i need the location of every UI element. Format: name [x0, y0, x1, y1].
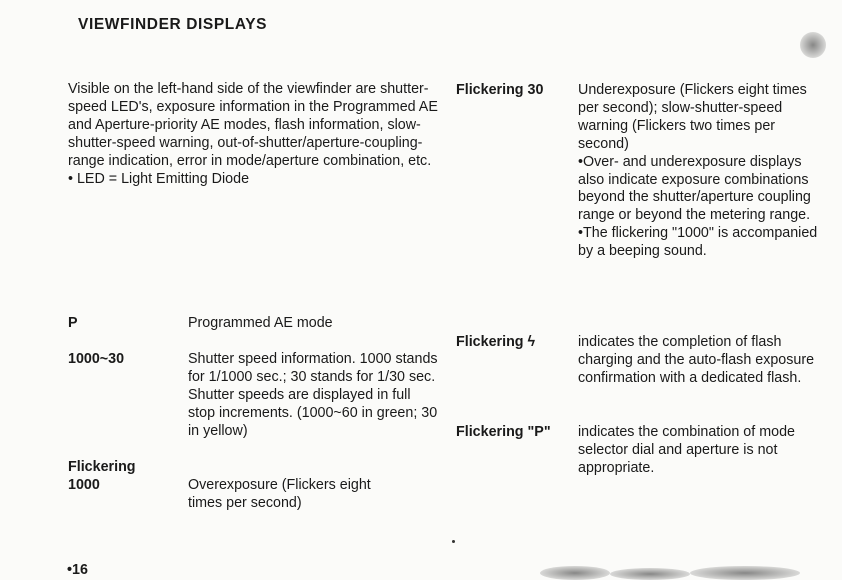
desc-flickering-30-note-2: •The flickering "1000" is accompanied by a beeping sound.	[578, 225, 818, 260]
scan-smudge	[800, 32, 826, 58]
desc-flickering-flash-text: indicates the completion of flash charging and the auto-flash exposure confirmation with a dedicated flash.	[578, 334, 815, 386]
desc-flickering-30-text: Underexposure (Flickers eight times per second); slow-shutter-speed warning (Flickers two times per second)	[578, 82, 807, 152]
desc-flickering-1000-text: Overexposure (Flickers eight times per second)	[188, 477, 371, 511]
term-shutter-range: 1000~30	[68, 351, 125, 367]
page-number: •16	[67, 562, 88, 578]
intro-paragraph: Visible on the left-hand side of the viewfinder are shutter-speed LED's, exposure information in the Programmed AE and Aperture-priority AE modes, flash information, slow-shutter-speed warning, out-of-shutter/aperture-coupling-range indication, error in mode/aperture combination, etc.	[68, 81, 438, 169]
scan-smudge	[610, 568, 690, 580]
desc-flickering-p	[578, 424, 826, 478]
term-flickering-p: Flickering "P"	[456, 424, 551, 440]
desc-flickering-p-text: indicates the combination of mode selector dial and aperture is not appropriate.	[578, 424, 795, 476]
term-flickering-1000: Flickering 1000	[68, 459, 136, 493]
scan-speck	[452, 540, 455, 543]
term-flickering-30: Flickering 30	[456, 82, 544, 98]
intro-section	[68, 81, 440, 188]
desc-flickering-30-note-1: •Over- and underexposure displays also indicate exposure combinations beyond the shutter/aperture coupling range or beyond the metering range.	[578, 153, 811, 224]
desc-shutter-range-text: Shutter speed information. 1000 stands for 1/1000 sec.; 30 stands for 1/30 sec. Shutter speeds are displayed in full stop increments. (1000~60 in green; 30 in yellow)	[188, 351, 438, 439]
desc-p	[188, 315, 438, 333]
scan-smudge	[540, 566, 610, 580]
page-heading: VIEWFINDER DISPLAYS	[78, 16, 268, 33]
led-note: • LED = Light Emitting Diode	[68, 170, 250, 187]
desc-flickering-30	[578, 82, 826, 261]
term-p: P	[68, 315, 78, 331]
desc-shutter-range	[188, 351, 438, 441]
desc-flickering-flash	[578, 334, 826, 388]
desc-flickering-1000	[188, 477, 408, 513]
desc-p-text: Programmed AE mode	[188, 315, 333, 331]
scan-smudge	[690, 566, 800, 580]
term-flickering-flash: Flickering ϟ	[456, 334, 536, 350]
